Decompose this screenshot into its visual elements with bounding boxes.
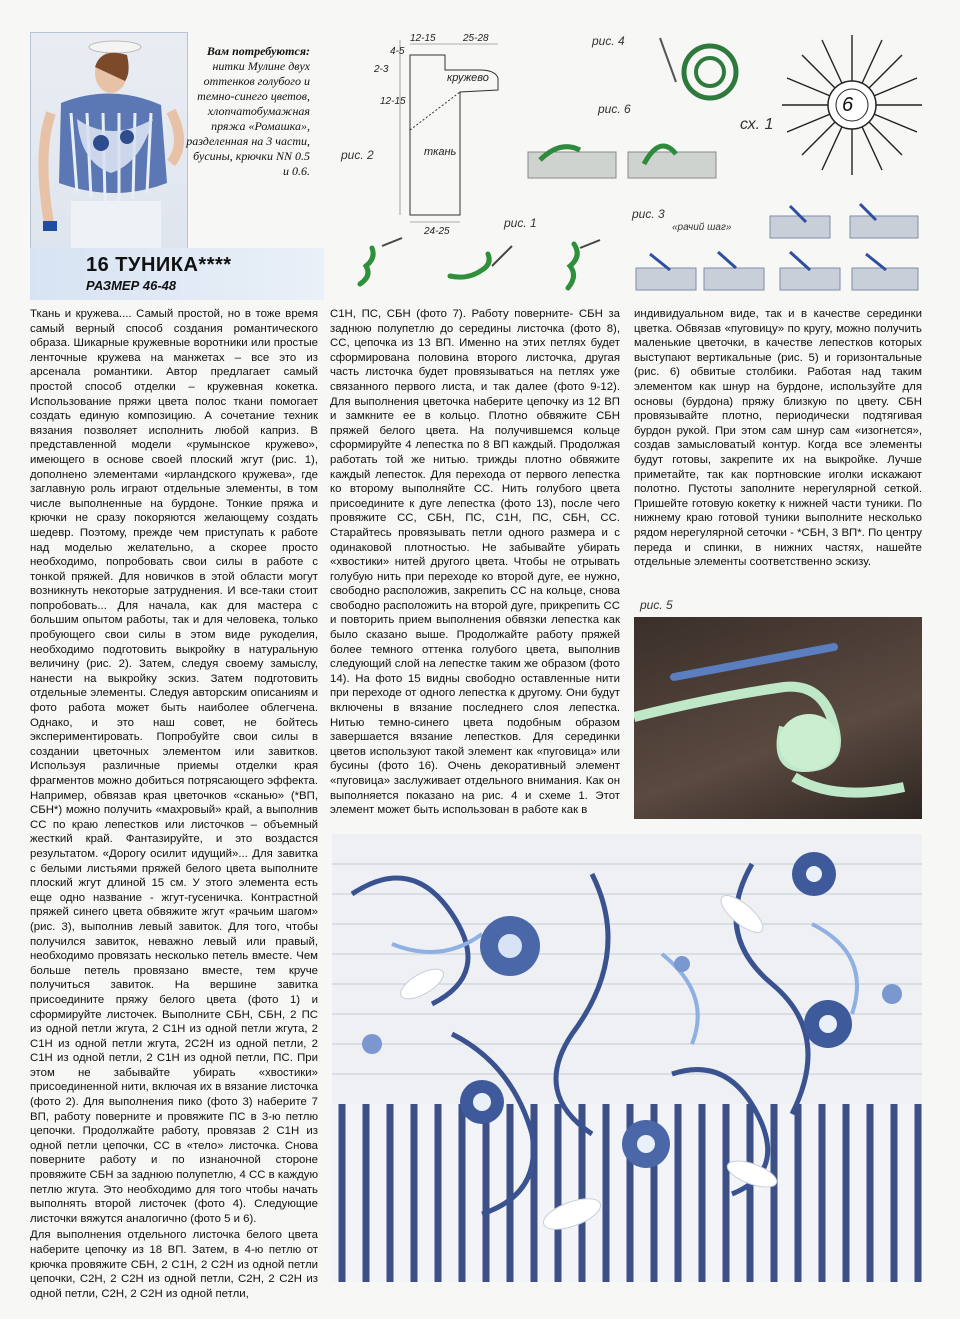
title-banner bbox=[30, 248, 324, 300]
caption-ris3: рис. 3 bbox=[632, 207, 665, 221]
lace-detail-content bbox=[332, 834, 922, 1282]
dim-left-b: 4-5 bbox=[390, 46, 405, 57]
dim-left-c: 12-15 bbox=[380, 96, 406, 107]
dim-left-a: 2-3 bbox=[374, 64, 389, 75]
lace-label: кружево bbox=[447, 72, 489, 84]
scheme1-center: 6 bbox=[842, 94, 854, 116]
article-column-2 bbox=[330, 307, 620, 818]
materials-list: нитки Мулине двух оттенков голубого и темно-синего цветов, хлопчатобумажная пряжа «Ромашка», разделенная на 3 части, бусины, крючки NN 0.5 и 0.6. bbox=[186, 59, 310, 178]
ris3-illustration bbox=[630, 196, 922, 300]
materials-text bbox=[186, 44, 310, 179]
column-1-text: Ткань и кружева.... Самый простой, но в тоже время самый верный способ создания романтического образа. Шикарные кружевные воротники или простые ленточные кружева на манжетах – все это из арсенала романтики. Автор предлагает самый простой способ отделки – кружевная кокетка. Использование пряжи цвета полос ткани помогает создать единую композицию. А сочетание техник вязания позволяет исполнить любой каприз. В представленной модели «румынское кружево», имеющего в основе своей плоский жгут (рис. 1), дополнено элементами «ирландского кружева», где заглавную роль играют отдельные элементы, в том числе выполненные на бурдоне. Тонкие пряжа и крючки не сразу покоряются желающему создать шедевр. Поэтому, прежде чем приступать к работе над моделью желательно, а скорее просто необходимо, попробовать свои силы в работе с тонкой пряжей. Для новичков в этой области могут возникнуть некоторые затруднения. И все-таки стоит попробовать... Для начала, как для мастера с большим опытом работы, так и для человека, только пробующего свои силы в этом виде рукоделия, необходимо подготовить выкройку в натуральную величину (рис. 2). Затем, следуя своему замыслу, нанести на выкройку эскиз. Затем подготовить отдельные элементы. Следуя авторским описаниям и фото работа может быть наиболее облегчена. Однако, и это наш совет, не бойтесь экспериментировать. Попробуйте свои силы в создании цветочных элементом или завитков. Используя различные приемы отделки края фрагментов можно добиться потрясающего эффекта. Например, обвязав края цветочков «сканью» (*ВП, СБН*) можно получить «махровый» край, а выполнив СС по краю лепестков или листочков – объемный жесткий край. Фантазируйте, и это воздастся результатом. «Дорогу осилит идущий»... Для завитка с белыми листьями пряжей белого цвета выполните плоский жгут длиной 15 см. У этого элемента есть еще одно название - жгут-гусеничка. Контрастной пряжей синего цвета обвяжите жгут «рачьим шагом» (рис. 3), выполнив левый завиток. Для того, чтобы получился завиток, неважно левый или правый, необходимо провязать несколько петель вместе. Чем больше петель провязано вместе, тем круче получиться завиток. На вершине завитка присоедините пряжу белого цвета (фото 1) и сформируйте листочек. Выполните СБН, СБН, 2 ПС из одной петли жгута, 2 С1Н из одной петли жгута, 2 С1Н из одной петли жгута, 2С2Н из одной петли, 2 С1Н из одной петли, 2 С1Н из одной петли, ПС. При этом не забывайте убирать «хвостики» присоединенной нити, включая их в вязание листочка (фото 2). Для выполнения пико (фото 3) наберите 7 ВП, работу поверните и провяжите ПС в 3-ю петлю цепочки. Продолжайте работу, провязав 2 С1Н из одной петли цепочки, СС в «тело» листочка. Снова поверните работу и по изнаночной стороне провяжите СБН за заднюю полупетлю, 4 СС в каждую петлю жгута. Это необходимо для того чтобы начать выполнять второй листочек (фото 4). Следующие листочки вяжутся аналогично (фото 5 и 6). bbox=[30, 308, 318, 1225]
project-title: 16 ТУНИКА**** bbox=[86, 254, 232, 276]
project-size: РАЗМЕР 46-48 bbox=[86, 278, 177, 293]
ris5-photo bbox=[634, 617, 922, 819]
ris6-illustration bbox=[520, 120, 720, 186]
column-2-text: С1Н, ПС, СБН (фото 7). Работу поверните- СБН за заднюю полупетлю до середины листочка (фото 8), СС, цепочка из 13 ВП. Именно на этих петлях будет сформирована половина второго листочка, другая часть листочка будет провязываться на петлях уже связанного первого листа, и так далее (фото 9-12). Для выполнения цветочка наберите цепочку из 12 ВП и замкните ее в кольцо. Плотно обвяжите СБН пряжей белого цвета. На получившемся кольце сформируйте 4 лепестка по 8 ВП каждый. Продолжая работать той же нитью. трижды плотно обвяжите каждый лепесток. Для перехода от первого лепестка ко второму выполняйте СС. Нить голубого цвета присоедините к дуге лепестка (фото 13), после чего провяжите СС, СБН, ПС, С1Н, ПС, СБН, СС. Старайтесь провязывать петли одного размера и с одинаковой плотностью. Не забывайте убирать «хвостики» нитей другого цвета. Чтобы не отрывать голубую нить при переходе ко второй дуге, ее нужно, свободно расположив, закрепить СС на кольце, снова свободно расположить на второй дуге, прикрепить СС и повторить прием выполнения обвязки лепестка как было сказано выше. Продолжайте работу пряжей более темного оттенка голубого цвета, выполнив следующий слой на лепестке таким же образом (фото 14). На фото 15 видны свободно оставленные нити при переходе от одного лепестка к другому. Они будут включены в вязание последнего слоя лепестка. Нитью темно-синего цвета подобным образом завершается вязание лепестков. Для серединки цветов используют такой элемент как «пуговица» или бусины (фото 16). Очень декоративный элемент «пуговица» заслуживает отдельного внимания. Как он выполняется показано на рис. 4 и схеме 1. Этот элемент может быть использован в работе как в bbox=[330, 308, 620, 817]
caption-ris6: рис. 6 bbox=[598, 102, 631, 116]
caption-ris3-sub: «рачий шаг» bbox=[672, 222, 732, 233]
article-column-3 bbox=[634, 307, 922, 570]
caption-sx1: сх. 1 bbox=[740, 116, 774, 133]
column-1-text-b: Для выполнения отдельного листочка белого цвета наберите цепочку из 18 ВП. Затем, в 4-ю петлю от крючка провяжите СБН, 2 С1Н, 2 С2Н из одной петли цепочки, С2Н, 2 С2Н из одной петли, С2Н, 2 С2Н из одной петли, С2Н, 2 С2Н из одной петли, bbox=[30, 1229, 318, 1300]
model-photo bbox=[30, 32, 188, 250]
article-column-1 bbox=[30, 307, 318, 1301]
ris4-illustration bbox=[650, 34, 750, 104]
caption-ris2: рис. 2 bbox=[341, 148, 374, 162]
caption-ris4: рис. 4 bbox=[592, 34, 625, 48]
fabric-label: ткань bbox=[424, 146, 457, 158]
ris5-photo-content bbox=[634, 617, 922, 819]
ris1-illustration bbox=[342, 236, 622, 298]
dim-top-right: 25-28 bbox=[463, 33, 489, 44]
caption-ris5: рис. 5 bbox=[640, 598, 673, 612]
column-3-text: индивидуальном виде, так и в качестве серединки цветка. Обвязав «пуговицу» по кругу, можно получить маленькие цветочки, в качестве лепестков которых выступают вертикальные (рис. 5) и горизонтальные (рис. 6) обвитые столбики. Работая над таким элементом как шнур на бурдоне, используйте для основы (бурдона) пряжу близкую по цвету. СБН провязывайте плотно, периодически подтягивая бурдон рукой. При этом сам шнур сам «изогнется», создав замысловатый контур. Когда все элементы будут готовы, закрепите их на выкройке. Лучше приметайте, так как портновские иголки искажают полотно. Пустоты заполните нерегулярной сеткой. Пришейте готовую кокетку к нижней части туники. По нижнему краю готовой туники выполните несколько рядом нерегулярной сеточки - *СБН, 3 ВП*. По центру переда и спинки, в нижних частях, нашейте отдельные элементы соответственно эскизу. bbox=[634, 308, 922, 569]
lace-detail-photo bbox=[332, 834, 922, 1282]
model-illustration bbox=[31, 33, 187, 249]
dim-bottom: 24-25 bbox=[424, 226, 450, 237]
caption-ris1: рис. 1 bbox=[504, 216, 537, 230]
dim-top-left: 12-15 bbox=[410, 33, 436, 44]
materials-heading: Вам потребуются: bbox=[206, 44, 310, 58]
